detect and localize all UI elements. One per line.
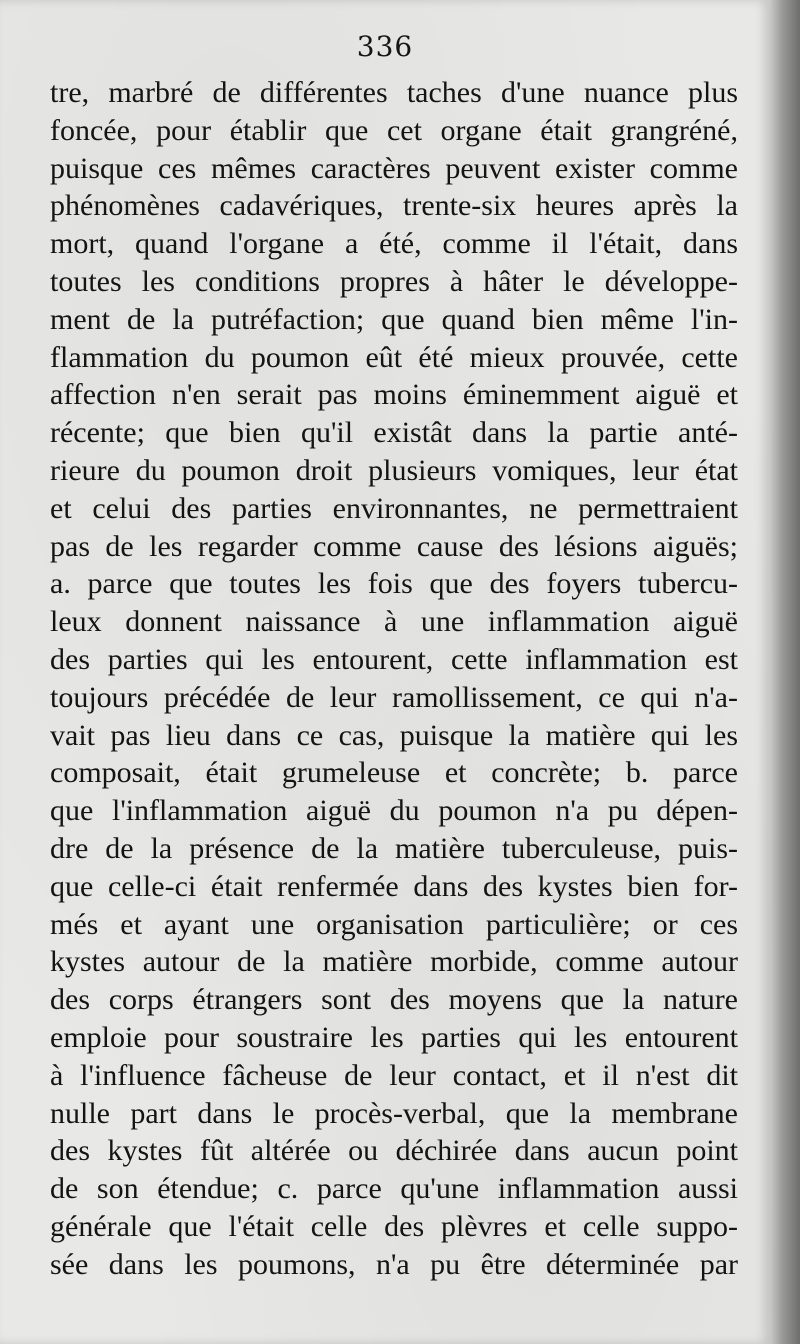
text-line: emploie pour soustraire les parties qui les entourent <box>50 1020 738 1054</box>
text-line: tre, marbré de différentes taches d'une nuance plus <box>50 76 738 109</box>
text-line: récente; que bien qu'il existât dans la partie anté- <box>50 416 738 450</box>
text-line: ment de la putréfaction; que quand bien même l'in- <box>50 302 738 336</box>
text-line: sée dans les poumons, n'a pu être déterminée par <box>50 1247 738 1281</box>
page-number: 336 <box>356 30 414 63</box>
text-line: dre de la présence de la matière tuberculeuse, puis- <box>50 831 738 865</box>
text-line: générale que l'était celle des plèvres et celle suppo- <box>50 1209 738 1243</box>
text-line: kystes autour de la matière morbide, comme autour <box>50 945 738 979</box>
body-text <box>50 74 738 1284</box>
text-line: des kystes fût altérée ou déchirée dans aucun point <box>50 1134 738 1168</box>
text-line: et celui des parties environnantes, ne permettraient <box>50 491 738 525</box>
text-line: affection n'en serait pas moins éminemment aiguë et <box>50 378 738 412</box>
text-line: de son étendue; c. parce qu'une inflammation aussi <box>50 1172 738 1206</box>
text-line: més et ayant une organisation particulière; or ces <box>50 907 738 941</box>
page-edge <box>770 0 800 1344</box>
text-line: que l'inflammation aiguë du poumon n'a pu dépen- <box>50 794 738 828</box>
text-line: nulle part dans le procès-verbal, que la membrane <box>50 1096 738 1130</box>
text-line: phénomènes cadavériques, trente-six heures après la <box>50 189 738 223</box>
text-line: que celle-ci était renfermée dans des kystes bien for- <box>50 869 738 903</box>
text-line: a. parce que toutes les fois que des foyers tubercu- <box>50 567 738 601</box>
text-line: leux donnent naissance à une inflammation aiguë <box>50 605 738 639</box>
text-line: mort, quand l'organe a été, comme il l'était, dans <box>50 227 738 261</box>
text-line: puisque ces mêmes caractères peuvent exister comme <box>50 151 738 185</box>
text-line: rieure du poumon droit plusieurs vomiques, leur état <box>50 453 738 487</box>
text-line: toutes les conditions propres à hâter le développe- <box>50 264 738 298</box>
text-line: pas de les regarder comme cause des lésions aiguës; <box>50 529 738 563</box>
text-line: vait pas lieu dans ce cas, puisque la matière qui les <box>50 718 738 752</box>
text-line: composait, était grumeleuse et concrète; b. parce <box>50 756 738 790</box>
text-line: toujours précédée de leur ramollissement, ce qui n'a- <box>50 680 738 714</box>
text-line: des corps étrangers sont des moyens que la nature <box>50 983 738 1017</box>
text-line: foncée, pour établir que cet organe était grangréné, <box>50 113 738 147</box>
text-line: des parties qui les entourent, cette inflammation est <box>50 642 738 676</box>
text-line: flammation du poumon eût été mieux prouvée, cette <box>50 340 738 374</box>
text-line: à l'influence fâcheuse de leur contact, et il n'est dit <box>50 1058 738 1092</box>
